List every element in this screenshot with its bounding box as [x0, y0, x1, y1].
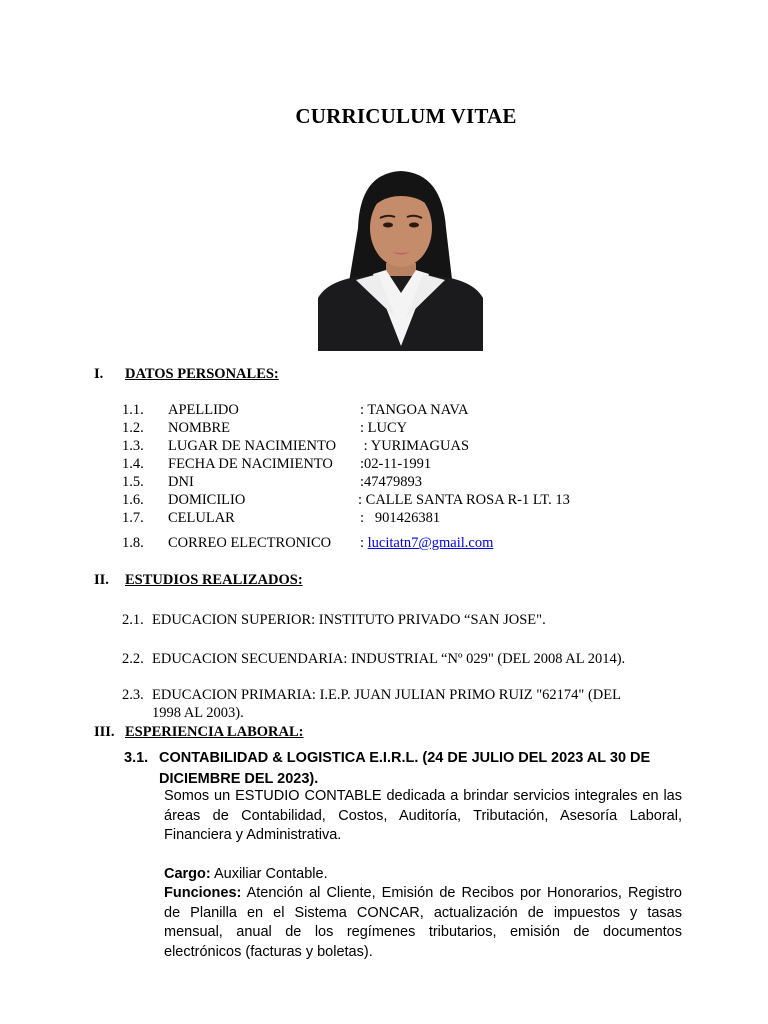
section-number: II.: [94, 572, 109, 588]
row-value: : LUCY: [360, 420, 408, 436]
row-label: CELULAR: [168, 510, 235, 526]
row-number: 1.4.: [122, 456, 144, 472]
job-description: Somos un ESTUDIO CONTABLE dedicada a brindar servicios integrales en las áreas de Contabilidad, Costos, Auditoría, Tributación, Asesoría Laboral, Financiera y Administrativa.: [164, 788, 682, 843]
section-number: I.: [94, 366, 104, 382]
email-link[interactable]: lucitatn7@gmail.com: [367, 535, 494, 551]
cargo-label: Cargo:: [164, 866, 211, 882]
row-value: : TANGOA NAVA: [360, 402, 469, 418]
row-number: 1.8.: [122, 535, 144, 551]
study-text-continuation: 1998 AL 2003).: [152, 705, 244, 721]
study-item-primaria: [122, 686, 682, 722]
section-title: ESPERIENCIA LABORAL:: [125, 724, 304, 740]
row-number: 1.6.: [122, 492, 144, 508]
job-number: 3.1.: [124, 750, 149, 766]
job-heading: [124, 748, 689, 790]
row-value: :02-11-1991: [360, 456, 432, 472]
study-number: 2.3.: [122, 687, 144, 703]
funciones-value: Atención al Cliente, Emisión de Recibos por Honorarios, Registro de Planilla en el Sistema CONCAR, actualización de impuestos y tasas mensual, anual de los regímenes tributarios, emisión de documentos electrónicos (facturas y boletas).: [164, 885, 682, 960]
row-label: FECHA DE NACIMIENTO: [168, 456, 333, 472]
row-value: :47479893: [360, 474, 423, 490]
row-label: DNI: [168, 474, 194, 490]
email-prefix: :: [360, 535, 368, 551]
study-text: EDUCACION PRIMARIA: I.E.P. JUAN JULIAN PRIMO RUIZ "62174" (DEL: [152, 687, 621, 703]
section-title: ESTUDIOS REALIZADOS:: [125, 572, 303, 588]
row-label: CORREO ELECTRONICO: [168, 535, 332, 551]
row-label: LUGAR DE NACIMIENTO: [168, 438, 337, 454]
row-number: 1.5.: [122, 474, 144, 490]
section-number: III.: [94, 724, 115, 740]
row-number: 1.1.: [122, 402, 144, 418]
job-title: CONTABILIDAD & LOGISTICA E.I.R.L. (24 DE JULIO DEL 2023 AL 30 DE DICIEMBRE DEL 2023).: [159, 750, 651, 787]
job-cargo: [164, 865, 682, 885]
profile-photo-illustration: [318, 168, 483, 351]
funciones-label: Funciones:: [164, 885, 242, 901]
row-number: 1.7.: [122, 510, 144, 526]
study-item-secundaria: [122, 650, 682, 668]
study-number: 2.1.: [122, 612, 144, 628]
study-text: EDUCACION SUPERIOR: INSTITUTO PRIVADO “SAN JOSE".: [152, 612, 546, 628]
row-number: 1.2.: [122, 420, 144, 436]
job-funciones: [164, 884, 682, 962]
profile-photo: [318, 168, 483, 351]
document-title: CURRICULUM VITAE: [295, 104, 517, 128]
row-value: : CALLE SANTA ROSA R-1 LT. 13: [358, 492, 570, 508]
cargo-value: Auxiliar Contable.: [210, 866, 328, 882]
row-number: 1.3.: [122, 438, 144, 454]
row-label: APELLIDO: [168, 402, 239, 418]
row-value: [360, 535, 493, 552]
study-text: EDUCACION SECUENDARIA: INDUSTRIAL “Nº 029" (DEL 2008 AL 2014).: [152, 651, 626, 667]
study-number: 2.2.: [122, 651, 144, 667]
row-value: : YURIMAGUAS: [360, 438, 470, 454]
study-item-superior: [122, 611, 682, 629]
row-label: NOMBRE: [168, 420, 231, 436]
row-label: DOMICILIO: [168, 492, 246, 508]
row-value: : 901426381: [360, 510, 441, 526]
section-title: DATOS PERSONALES:: [125, 366, 279, 382]
